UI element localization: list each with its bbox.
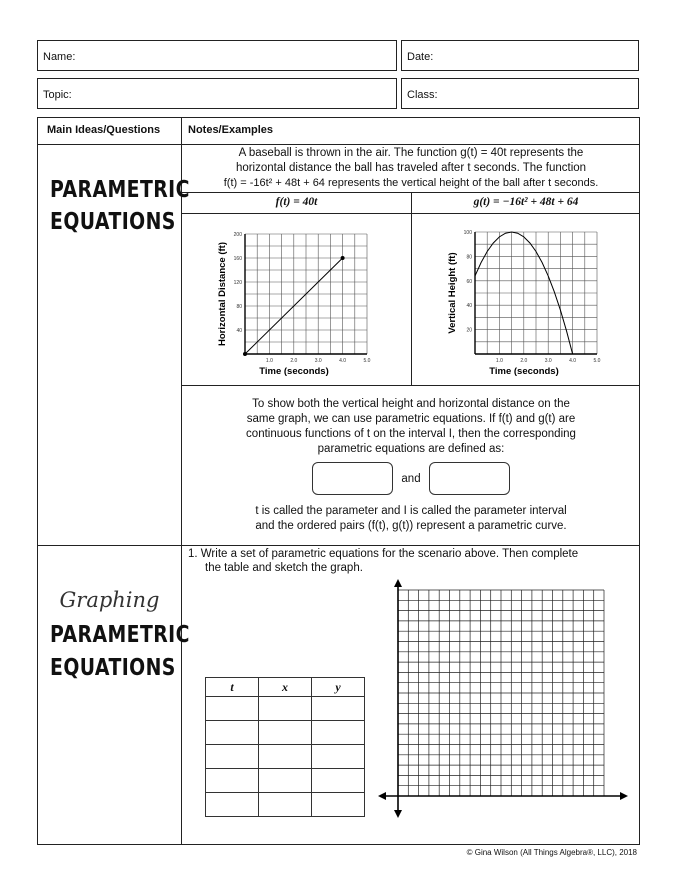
parameter-line1: t is called the parameter and I is called the parameter interval [255, 505, 567, 517]
parametric-equation-x-box[interactable] [312, 462, 393, 495]
y-tick-label: 120 [233, 280, 242, 286]
table-cell[interactable] [259, 745, 312, 769]
table-cell[interactable] [259, 697, 312, 721]
table-cell[interactable] [312, 769, 365, 793]
y-tick-label: 100 [463, 230, 472, 236]
blank-graph-grid[interactable] [378, 578, 632, 820]
column-header-notes: Notes/Examples [188, 124, 273, 136]
intro-line1: A baseball is thrown in the air. The function g(t) = 40t represents the [238, 147, 584, 159]
x-tick-label: 3.0 [314, 358, 322, 364]
y-tick-label: 200 [233, 232, 242, 238]
date-label: Date: [407, 51, 434, 63]
start-point [243, 352, 247, 356]
left-function-label: f(t) = 40t [275, 196, 318, 208]
table-cell[interactable] [312, 721, 365, 745]
x-tick-label: 1.0 [265, 358, 273, 364]
parametric-equation-y-box[interactable] [429, 462, 510, 495]
y-tick-label: 20 [466, 327, 472, 334]
x-tick-label: 5.0 [363, 358, 371, 364]
y-tick-label: 60 [466, 278, 472, 285]
x-tick-label: 2.0 [520, 358, 528, 364]
y-tick-label: 40 [236, 328, 242, 334]
table-row [206, 745, 365, 769]
y-tick-label: 80 [466, 254, 472, 261]
arrow-down-icon [394, 810, 402, 818]
graphing-script-title: Graphing [59, 588, 160, 612]
copyright-footer: © Gina Wilson (All Things Algebra®, LLC), 2018 [466, 848, 637, 857]
table-row [206, 697, 365, 721]
x-axis-label: Time (seconds) [489, 366, 559, 377]
column-header-main-ideas: Main Ideas/Questions [47, 124, 161, 136]
table-cell[interactable] [312, 697, 365, 721]
intro-line3: f(t) = -16t² + 48t + 64 represents the vertical height of the ball after t seconds. [223, 177, 599, 189]
x-tick-label: 1.0 [495, 358, 503, 364]
vertical-height-chart [413, 216, 639, 384]
x-tick-label: 3.0 [544, 358, 552, 364]
section2-title-line1: PARAMETRIC [50, 622, 190, 648]
values-table [205, 677, 365, 817]
table-header-x: x [259, 678, 312, 697]
explain-line4: parametric equations are defined as: [317, 443, 505, 455]
section1-title-line2: EQUATIONS [50, 209, 176, 235]
intro-line2: horizontal distance the ball has traveled after t seconds. The function [235, 162, 587, 174]
horizontal-distance-chart [183, 216, 409, 384]
y-tick-label: 160 [233, 256, 242, 262]
name-label: Name: [43, 51, 76, 63]
table-header-y: y [312, 678, 365, 697]
table-cell[interactable] [259, 769, 312, 793]
x-tick-label: 5.0 [593, 358, 601, 364]
arrow-right-icon [620, 792, 628, 800]
parameter-line2: and the ordered pairs (f(t), g(t)) represent a parametric curve. [255, 520, 567, 532]
problem-line1: 1. Write a set of parametric equations for the scenario above. Then complete [188, 548, 579, 560]
section1-title-line1: PARAMETRIC [50, 177, 190, 203]
table-cell[interactable] [312, 793, 365, 817]
table-cell[interactable] [206, 721, 259, 745]
and-label: and [401, 473, 421, 485]
table-row [206, 793, 365, 817]
table-cell[interactable] [259, 721, 312, 745]
x-tick-label: 4.0 [339, 358, 347, 364]
x-axis-label: Time (seconds) [259, 366, 329, 377]
explain-line1: To show both the vertical height and horizontal distance on the [252, 398, 570, 410]
y-tick-label: 40 [466, 303, 472, 310]
x-tick-label: 4.0 [569, 358, 577, 364]
right-function-label: g(t) = −16t² + 48t + 64 [473, 196, 579, 208]
table-row [206, 721, 365, 745]
arrow-left-icon [378, 792, 386, 800]
explain-line3: continuous functions of t on the interval I, then the corresponding [246, 428, 576, 440]
y-axis-label: Vertical Height (ft) [447, 252, 458, 334]
topic-label: Topic: [43, 89, 72, 101]
class-label: Class: [407, 89, 438, 101]
section2-title-line2: EQUATIONS [50, 655, 176, 681]
end-point [341, 256, 345, 260]
explain-line2: same graph, we can use parametric equations. If f(t) and g(t) are [246, 413, 576, 425]
x-tick-label: 2.0 [290, 358, 298, 364]
table-cell[interactable] [312, 745, 365, 769]
table-cell[interactable] [259, 793, 312, 817]
table-cell[interactable] [206, 697, 259, 721]
table-cell[interactable] [206, 793, 259, 817]
table-cell[interactable] [206, 745, 259, 769]
problem-line2: the table and sketch the graph. [205, 562, 363, 574]
y-tick-label: 80 [236, 304, 242, 310]
arrow-up-icon [394, 579, 402, 587]
y-axis-label: Horizontal Distance (ft) [217, 242, 228, 346]
table-row [206, 769, 365, 793]
table-cell[interactable] [206, 769, 259, 793]
table-header-t: t [206, 678, 259, 697]
